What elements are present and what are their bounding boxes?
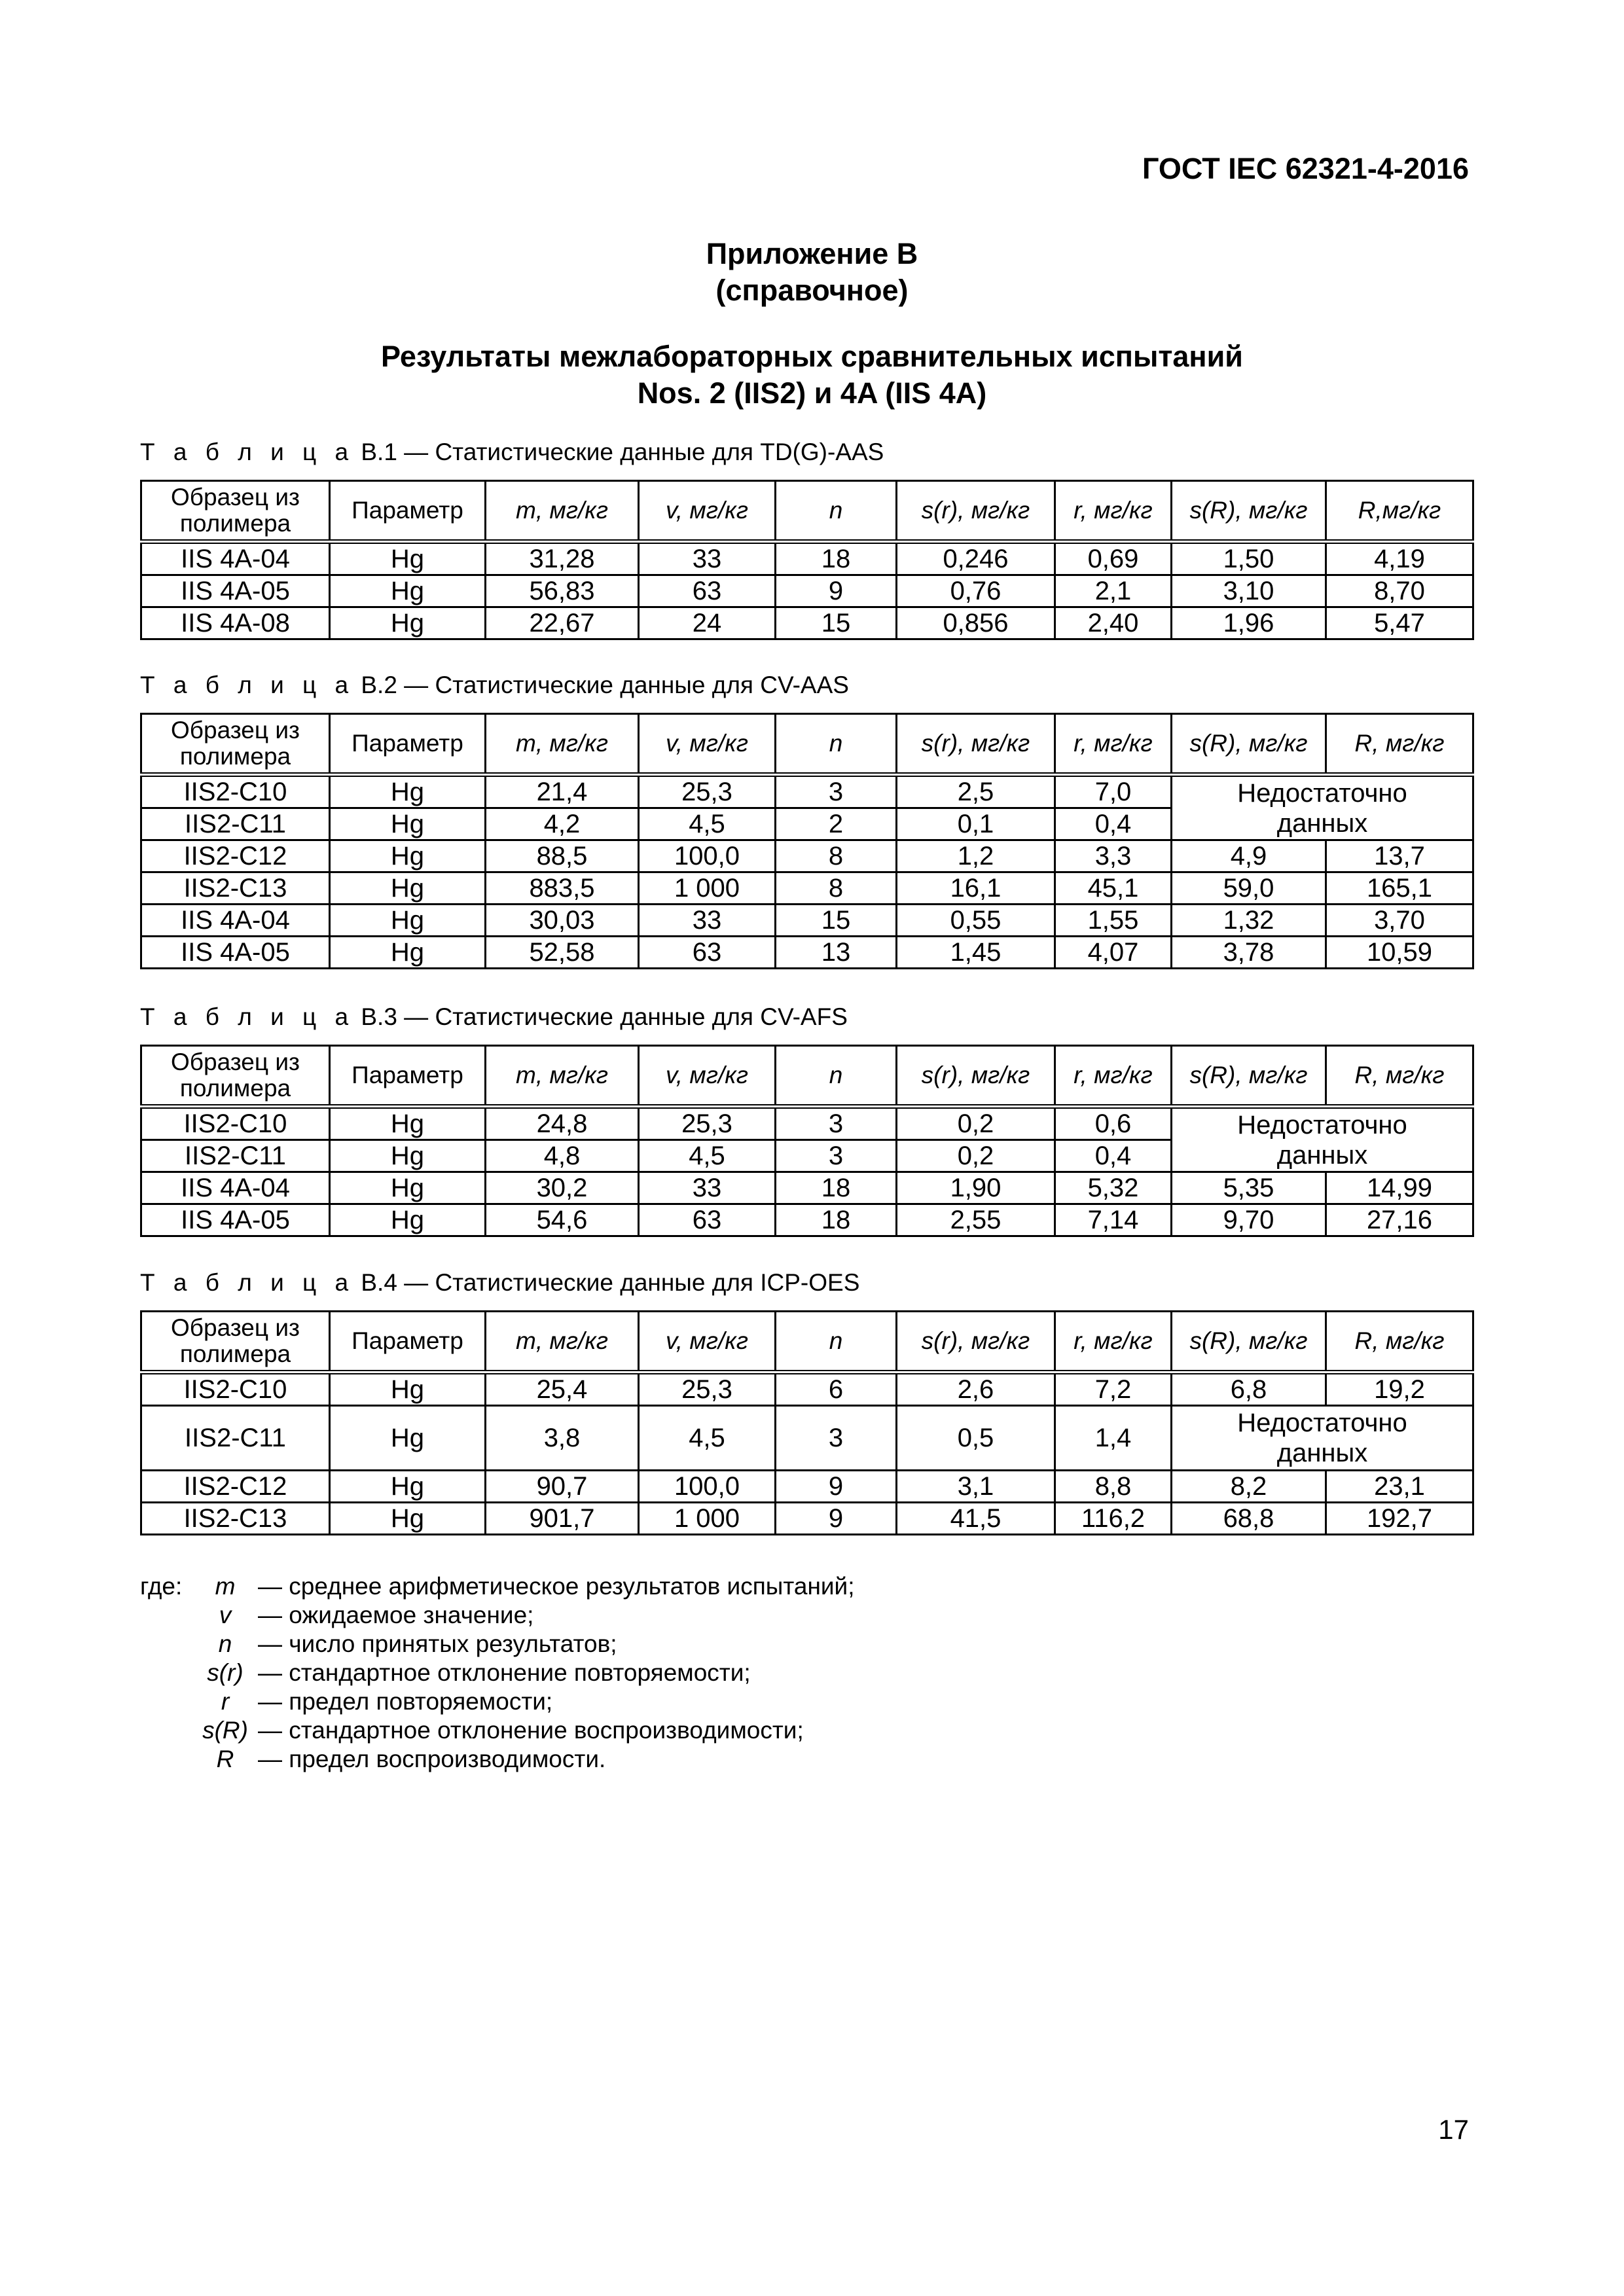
table-row <box>141 1107 1473 1140</box>
legend-row <box>140 1716 855 1745</box>
col-r: r, мг/кг <box>1055 1312 1172 1372</box>
cell: 0,246 <box>897 542 1055 575</box>
table-row <box>141 872 1473 905</box>
cell: IIS 4A-05 <box>141 1204 330 1236</box>
cell: 8 <box>776 840 897 872</box>
cell: 24 <box>639 607 776 639</box>
cell: 1 000 <box>639 872 776 905</box>
cell: 13 <box>776 937 897 969</box>
legend-text: — число принятых результатов; <box>258 1630 617 1657</box>
table-row <box>141 1172 1473 1204</box>
cell: IIS 4A-08 <box>141 607 330 639</box>
table-header-row <box>141 714 1473 775</box>
legend-row <box>140 1601 855 1630</box>
table-label: Т а б л и ц а <box>140 1269 355 1296</box>
col-r: r, мг/кг <box>1055 1046 1172 1107</box>
cell: 192,7 <box>1326 1503 1473 1535</box>
cell: 30,2 <box>486 1172 639 1204</box>
cell: 33 <box>639 905 776 937</box>
cell: 3,3 <box>1055 840 1172 872</box>
cell: 0,1 <box>897 808 1055 840</box>
col-sample: Образец из полимера <box>141 714 330 775</box>
col-v: v, мг/кг <box>639 481 776 542</box>
table-caption-text: В.1 — Статистические данные для TD(G)-AAS <box>361 439 884 465</box>
cell: 63 <box>639 937 776 969</box>
cell: 1,50 <box>1172 542 1326 575</box>
insufficient-line2: данных <box>1276 1140 1368 1170</box>
cell: IIS 4A-04 <box>141 905 330 937</box>
page-number: 17 <box>1438 2114 1469 2145</box>
cell: 1,90 <box>897 1172 1055 1204</box>
col-sample: Образец из полимера <box>141 1312 330 1372</box>
table-b1 <box>140 480 1474 640</box>
cell: 3 <box>776 1406 897 1471</box>
appendix-title: Приложение В <box>706 237 918 270</box>
cell: 15 <box>776 905 897 937</box>
cell: 4,07 <box>1055 937 1172 969</box>
cell: 8,2 <box>1172 1471 1326 1503</box>
col-param: Параметр <box>330 481 486 542</box>
cell: Hg <box>330 1471 486 1503</box>
cell: 23,1 <box>1326 1471 1473 1503</box>
table-row <box>141 1406 1473 1471</box>
cell: 2,6 <box>897 1372 1055 1406</box>
cell: 0,69 <box>1055 542 1172 575</box>
col-param: Параметр <box>330 1312 486 1372</box>
cell: 0,2 <box>897 1140 1055 1172</box>
cell: 33 <box>639 1172 776 1204</box>
cell: 5,35 <box>1172 1172 1326 1204</box>
insufficient-line1: Недостаточно <box>1237 778 1407 808</box>
cell: 1,32 <box>1172 905 1326 937</box>
cell: 1,45 <box>897 937 1055 969</box>
cell: Hg <box>330 905 486 937</box>
cell: 18 <box>776 1204 897 1236</box>
cell: IIS2-C11 <box>141 808 330 840</box>
col-R: R, мг/кг <box>1326 714 1473 775</box>
cell: IIS2-C10 <box>141 775 330 808</box>
col-sR: s(R), мг/кг <box>1172 714 1326 775</box>
cell: Hg <box>330 542 486 575</box>
cell: 0,55 <box>897 905 1055 937</box>
cell: 1 000 <box>639 1503 776 1535</box>
col-sr: s(r), мг/кг <box>897 481 1055 542</box>
cell: Hg <box>330 1406 486 1471</box>
col-sr: s(r), мг/кг <box>897 1046 1055 1107</box>
legend-text: — предел повторяемости; <box>258 1688 553 1715</box>
cell: 0,4 <box>1055 808 1172 840</box>
table-header-row <box>141 1312 1473 1372</box>
cell: 16,1 <box>897 872 1055 905</box>
table-caption-text: В.4 — Статистические данные для ICP-OES <box>361 1269 860 1296</box>
cell: Hg <box>330 575 486 607</box>
cell: 27,16 <box>1326 1204 1473 1236</box>
cell: 100,0 <box>639 1471 776 1503</box>
col-n: n <box>776 714 897 775</box>
cell: 4,5 <box>639 808 776 840</box>
cell: 883,5 <box>486 872 639 905</box>
cell: Hg <box>330 808 486 840</box>
cell: 4,8 <box>486 1140 639 1172</box>
cell: 901,7 <box>486 1503 639 1535</box>
cell: 90,7 <box>486 1471 639 1503</box>
cell: IIS2-C11 <box>141 1140 330 1172</box>
cell: 15 <box>776 607 897 639</box>
col-n: n <box>776 1312 897 1372</box>
table-label: Т а б л и ц а <box>140 439 355 465</box>
table-b3 <box>140 1045 1474 1237</box>
col-v: v, мг/кг <box>639 714 776 775</box>
col-sample: Образец из полимера <box>141 1046 330 1107</box>
legend-row <box>140 1659 855 1687</box>
table-row <box>141 607 1473 639</box>
table-b1-caption <box>140 439 884 466</box>
legend-symbol: n <box>218 1630 232 1657</box>
legend-symbol: v <box>219 1602 232 1628</box>
legend-row <box>140 1745 855 1774</box>
cell: Hg <box>330 1140 486 1172</box>
table-row <box>141 575 1473 607</box>
legend <box>140 1572 855 1774</box>
cell: 0,6 <box>1055 1107 1172 1140</box>
cell: Hg <box>330 607 486 639</box>
table-b2 <box>140 713 1474 969</box>
cell: 6,8 <box>1172 1372 1326 1406</box>
cell: 9 <box>776 1471 897 1503</box>
cell: IIS2-C12 <box>141 840 330 872</box>
main-title <box>0 338 1624 412</box>
cell: 25,3 <box>639 1107 776 1140</box>
cell: 25,3 <box>639 1372 776 1406</box>
cell: 7,14 <box>1055 1204 1172 1236</box>
cell: 4,9 <box>1172 840 1326 872</box>
legend-row <box>140 1572 855 1601</box>
cell: 63 <box>639 575 776 607</box>
insufficient-line2: данных <box>1276 1439 1368 1467</box>
cell: IIS2-C13 <box>141 1503 330 1535</box>
cell: 100,0 <box>639 840 776 872</box>
cell: 68,8 <box>1172 1503 1326 1535</box>
cell: IIS2-C10 <box>141 1107 330 1140</box>
cell: IIS 4A-05 <box>141 937 330 969</box>
cell: 31,28 <box>486 542 639 575</box>
main-title-line1: Результаты межлабораторных сравнительных испытаний <box>381 340 1243 373</box>
table-row <box>141 840 1473 872</box>
cell: 59,0 <box>1172 872 1326 905</box>
cell: 1,55 <box>1055 905 1172 937</box>
col-sR: s(R), мг/кг <box>1172 1312 1326 1372</box>
cell: 0,856 <box>897 607 1055 639</box>
cell: 8,8 <box>1055 1471 1172 1503</box>
cell: 25,3 <box>639 775 776 808</box>
insufficient-line1: Недостаточно <box>1237 1408 1407 1437</box>
cell: 7,2 <box>1055 1372 1172 1406</box>
col-sR: s(R), мг/кг <box>1172 1046 1326 1107</box>
table-row <box>141 937 1473 969</box>
cell: 2,5 <box>897 775 1055 808</box>
cell: Hg <box>330 775 486 808</box>
cell: Hg <box>330 840 486 872</box>
cell: 45,1 <box>1055 872 1172 905</box>
col-n: n <box>776 481 897 542</box>
table-b2-caption <box>140 672 849 699</box>
col-R: R, мг/кг <box>1326 1312 1473 1372</box>
cell: Hg <box>330 1372 486 1406</box>
cell: 3 <box>776 775 897 808</box>
legend-symbol: r <box>221 1688 230 1715</box>
cell: 18 <box>776 1172 897 1204</box>
cell: 9 <box>776 575 897 607</box>
cell: 4,5 <box>639 1140 776 1172</box>
legend-text: — ожидаемое значение; <box>258 1602 534 1628</box>
col-m: m, мг/кг <box>486 481 639 542</box>
cell: IIS 4A-05 <box>141 575 330 607</box>
col-n: n <box>776 1046 897 1107</box>
col-v: v, мг/кг <box>639 1312 776 1372</box>
table-header-row <box>141 481 1473 542</box>
legend-text: — стандартное отклонение воспроизводимости; <box>258 1717 804 1744</box>
cell: 5,47 <box>1326 607 1473 639</box>
cell: 19,2 <box>1326 1372 1473 1406</box>
cell: 0,2 <box>897 1107 1055 1140</box>
cell: 10,59 <box>1326 937 1473 969</box>
cell: 54,6 <box>486 1204 639 1236</box>
cell: 0,5 <box>897 1406 1055 1471</box>
cell: Hg <box>330 1172 486 1204</box>
table-row <box>141 542 1473 575</box>
table-caption-text: В.2 — Статистические данные для CV-AAS <box>361 672 849 698</box>
cell: 4,19 <box>1326 542 1473 575</box>
legend-symbol: R <box>216 1746 234 1772</box>
cell: 9,70 <box>1172 1204 1326 1236</box>
col-r: r, мг/кг <box>1055 714 1172 775</box>
cell: 56,83 <box>486 575 639 607</box>
col-r: r, мг/кг <box>1055 481 1172 542</box>
appendix-subtitle: (справочное) <box>715 274 909 307</box>
legend-symbol: s(r) <box>207 1659 244 1686</box>
col-m: m, мг/кг <box>486 1046 639 1107</box>
insufficient-data-cell <box>1172 775 1473 840</box>
cell: 18 <box>776 542 897 575</box>
cell: 21,4 <box>486 775 639 808</box>
insufficient-data-cell <box>1172 1107 1473 1172</box>
cell: Hg <box>330 1204 486 1236</box>
cell: 8,70 <box>1326 575 1473 607</box>
table-row <box>141 1471 1473 1503</box>
table-row <box>141 905 1473 937</box>
cell: 25,4 <box>486 1372 639 1406</box>
legend-text: — стандартное отклонение повторяемости; <box>258 1659 751 1686</box>
col-sr: s(r), мг/кг <box>897 714 1055 775</box>
legend-text: — среднее арифметическое результатов испытаний; <box>258 1573 855 1600</box>
col-R: R,мг/кг <box>1326 481 1473 542</box>
table-row <box>141 1372 1473 1406</box>
cell: 3 <box>776 1107 897 1140</box>
cell: 4,5 <box>639 1406 776 1471</box>
legend-row <box>140 1630 855 1659</box>
cell: 13,7 <box>1326 840 1473 872</box>
cell: Hg <box>330 1107 486 1140</box>
table-b4 <box>140 1310 1474 1535</box>
cell: 7,0 <box>1055 775 1172 808</box>
main-title-line2: Nos. 2 (IIS2) и 4A (IIS 4A) <box>637 376 987 410</box>
cell: 165,1 <box>1326 872 1473 905</box>
cell: 2,1 <box>1055 575 1172 607</box>
table-b4-caption <box>140 1269 859 1297</box>
cell: 116,2 <box>1055 1503 1172 1535</box>
cell: 24,8 <box>486 1107 639 1140</box>
cell: 33 <box>639 542 776 575</box>
insufficient-line2: данных <box>1276 808 1368 838</box>
legend-symbol: m <box>215 1573 236 1600</box>
cell: 9 <box>776 1503 897 1535</box>
cell: IIS2-C13 <box>141 872 330 905</box>
col-R: R, мг/кг <box>1326 1046 1473 1107</box>
table-row <box>141 1204 1473 1236</box>
cell: 52,58 <box>486 937 639 969</box>
cell: IIS 4A-04 <box>141 1172 330 1204</box>
cell: IIS2-C10 <box>141 1372 330 1406</box>
cell: 8 <box>776 872 897 905</box>
cell: 0,76 <box>897 575 1055 607</box>
cell: IIS2-C11 <box>141 1406 330 1471</box>
legend-prefix: где: <box>140 1573 183 1600</box>
table-b3-caption <box>140 1003 848 1031</box>
cell: 3,8 <box>486 1406 639 1471</box>
table-label: Т а б л и ц а <box>140 672 355 698</box>
cell: 3,10 <box>1172 575 1326 607</box>
table-label: Т а б л и ц а <box>140 1003 355 1030</box>
cell: 3,1 <box>897 1471 1055 1503</box>
col-param: Параметр <box>330 1046 486 1107</box>
table-caption-text: В.3 — Статистические данные для CV-AFS <box>361 1003 848 1030</box>
col-m: m, мг/кг <box>486 714 639 775</box>
cell: Hg <box>330 872 486 905</box>
table-header-row <box>141 1046 1473 1107</box>
cell: 1,4 <box>1055 1406 1172 1471</box>
cell: 3,78 <box>1172 937 1326 969</box>
col-sr: s(r), мг/кг <box>897 1312 1055 1372</box>
cell: 2 <box>776 808 897 840</box>
cell: 88,5 <box>486 840 639 872</box>
cell: 2,55 <box>897 1204 1055 1236</box>
cell: 6 <box>776 1372 897 1406</box>
legend-row <box>140 1687 855 1716</box>
cell: 3 <box>776 1140 897 1172</box>
legend-symbol: s(R) <box>202 1717 248 1744</box>
cell: 1,2 <box>897 840 1055 872</box>
insufficient-line1: Недостаточно <box>1237 1110 1407 1139</box>
cell: IIS 4A-04 <box>141 542 330 575</box>
col-m: m, мг/кг <box>486 1312 639 1372</box>
appendix-heading <box>0 236 1624 309</box>
table-row <box>141 1503 1473 1535</box>
cell: Hg <box>330 1503 486 1535</box>
cell: 14,99 <box>1326 1172 1473 1204</box>
col-v: v, мг/кг <box>639 1046 776 1107</box>
insufficient-data-cell <box>1172 1406 1473 1471</box>
legend-text: — предел воспроизводимости. <box>258 1746 606 1772</box>
table-row <box>141 775 1473 808</box>
cell: 0,4 <box>1055 1140 1172 1172</box>
cell: 22,67 <box>486 607 639 639</box>
cell: IIS2-C12 <box>141 1471 330 1503</box>
col-sample: Образец из полимера <box>141 481 330 542</box>
col-sR: s(R), мг/кг <box>1172 481 1326 542</box>
col-param: Параметр <box>330 714 486 775</box>
cell: Hg <box>330 937 486 969</box>
cell: 30,03 <box>486 905 639 937</box>
cell: 1,96 <box>1172 607 1326 639</box>
cell: 41,5 <box>897 1503 1055 1535</box>
cell: 4,2 <box>486 808 639 840</box>
document-code: ГОСТ IEC 62321-4-2016 <box>1142 152 1469 185</box>
cell: 2,40 <box>1055 607 1172 639</box>
cell: 63 <box>639 1204 776 1236</box>
cell: 5,32 <box>1055 1172 1172 1204</box>
cell: 3,70 <box>1326 905 1473 937</box>
